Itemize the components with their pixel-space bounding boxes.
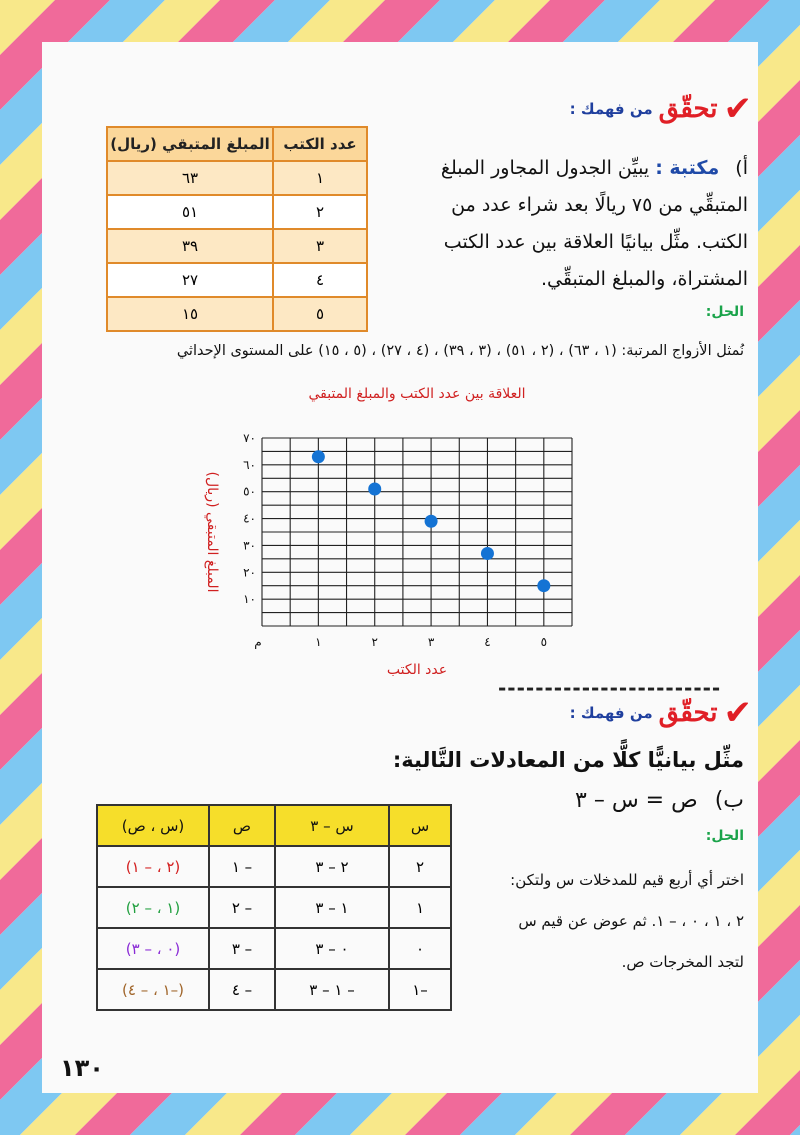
data-point (481, 547, 494, 560)
y-tick-label: ٧٠ (243, 431, 256, 445)
check-understanding-header-1 (569, 89, 752, 129)
step-line: لتجد المخرجات ص. (621, 953, 744, 971)
table1-header-books: عدد الكتب (273, 127, 367, 161)
table-row (97, 969, 451, 1010)
table-cell: ٢٧ (107, 263, 273, 297)
table-row (107, 195, 367, 229)
y-tick-label: ٤٠ (243, 511, 256, 526)
check-mark-icon: ✔ (723, 89, 752, 129)
x-axis-label: عدد الكتب (386, 662, 448, 678)
solution-steps (464, 860, 744, 983)
check-mark-icon: ✔ (723, 693, 752, 733)
table2-header-y: ص (209, 805, 275, 846)
table-row (97, 887, 451, 928)
table-cell: ١ (273, 161, 367, 195)
table-cell-expr: ٠ – ٣ (275, 928, 389, 969)
x-tick-label: ١ (315, 635, 322, 649)
step-line: اختر أي أربع قيم للمدخلات س ولتكن: (510, 871, 744, 889)
table-cell-pair: (٠ ، – ٣) (97, 928, 209, 969)
check-title: تحقّق (658, 698, 718, 728)
x-tick-label: ٣ (427, 635, 435, 649)
check-subtitle: من فهمك : (569, 100, 653, 118)
question-b-equation: ص = س – ٣ (575, 788, 698, 813)
question-a-text: يبيِّن الجدول المجاور المبلغ المتبقِّي من ٧٥ ريالًا بعد شراء عدد من الكتب. مثِّل بيانيًا العلاقة بين عدد الكتب المشتراة، والمبلغ المتبقِّي. (440, 157, 748, 290)
check-understanding-header-2 (569, 693, 752, 733)
data-point (312, 450, 325, 463)
table-cell: ٥١ (107, 195, 273, 229)
function-table (96, 804, 452, 1011)
data-point (425, 515, 438, 528)
table-row (107, 263, 367, 297)
table-cell: ٣ (273, 229, 367, 263)
table-cell-y: – ٤ (209, 969, 275, 1010)
y-tick-label: ١٠ (243, 592, 256, 607)
scatter-chart (170, 378, 630, 688)
question-a (408, 150, 748, 298)
x-tick-label: ٤ (484, 635, 491, 649)
y-tick-label: ٣٠ (243, 538, 256, 553)
data-point (368, 483, 381, 496)
table-cell-pair: (–١ ، – ٤) (97, 969, 209, 1010)
ordered-pairs-sentence: نُمثل الأزواج المرتبة: (١ ، ٦٣) ، (٢ ، ٥١) ، (٣ ، ٣٩) ، (٤ ، ٢٧) ، (٥ ، ١٥) على المستوى الإحداثي (176, 343, 744, 359)
table-cell-x: ١ (389, 887, 451, 928)
table-cell-y: – ١ (209, 846, 275, 887)
table-cell: ١٥ (107, 297, 273, 331)
table2-header-x: س (389, 805, 451, 846)
table-row (107, 229, 367, 263)
table1-header-remaining: المبلغ المتبقي (ريال) (107, 127, 273, 161)
table-cell: ٥ (273, 297, 367, 331)
data-point (537, 579, 550, 592)
table-cell-x: ٠ (389, 928, 451, 969)
table-row (107, 161, 367, 195)
y-axis-label: المبلغ المتبقي (ريال) (204, 471, 220, 593)
instruction-heading: مثِّل بيانيًّا كلًّا من المعادلات التَّالية: (392, 748, 744, 772)
y-tick-label: ٢٠ (243, 565, 256, 580)
table2-header-pair: (س ، ص) (97, 805, 209, 846)
table-cell-y: – ٢ (209, 887, 275, 928)
chart-title: العلاقة بين عدد الكتب والمبلغ المتبقي (308, 386, 526, 402)
solution-label: الحل: (705, 828, 744, 844)
table-cell-expr: ٢ – ٣ (275, 846, 389, 887)
table-cell: ٢ (273, 195, 367, 229)
x-tick-label: ٢ (371, 635, 378, 649)
y-tick-label: ٥٠ (243, 484, 256, 499)
solution-label: الحل: (705, 304, 744, 320)
question-a-marker: أ) (735, 157, 748, 179)
question-b (575, 788, 744, 813)
check-title: تحقّق (658, 94, 718, 124)
question-b-marker: ب) (714, 788, 744, 813)
table-cell-expr: ١ – ٣ (275, 887, 389, 928)
page-number: ١٣٠ (60, 1054, 104, 1082)
origin-label: م (254, 635, 262, 649)
table-cell-y: – ٣ (209, 928, 275, 969)
check-subtitle: من فهمك : (569, 704, 653, 722)
y-tick-label: ٦٠ (243, 457, 256, 472)
table-row (107, 297, 367, 331)
table-cell: ٦٣ (107, 161, 273, 195)
section-separator: ------------------------ (498, 676, 722, 700)
table-row (97, 928, 451, 969)
step-line: ٢ ، ١ ، ٠ ، – ١. ثم عوض عن قيم س (518, 912, 744, 930)
table-cell-x: ٢ (389, 846, 451, 887)
table-cell-pair: (١ ، – ٢) (97, 887, 209, 928)
books-remaining-table (106, 126, 368, 332)
table-row (97, 846, 451, 887)
table-cell-expr: – ١ – ٣ (275, 969, 389, 1010)
question-a-keyword: مكتبة : (655, 157, 720, 179)
table2-header-expr: س – ٣ (275, 805, 389, 846)
x-tick-label: ٥ (540, 635, 548, 649)
table-cell-x: –١ (389, 969, 451, 1010)
table-cell-pair: (٢ ، – ١) (97, 846, 209, 887)
table-cell: ٣٩ (107, 229, 273, 263)
table-cell: ٤ (273, 263, 367, 297)
